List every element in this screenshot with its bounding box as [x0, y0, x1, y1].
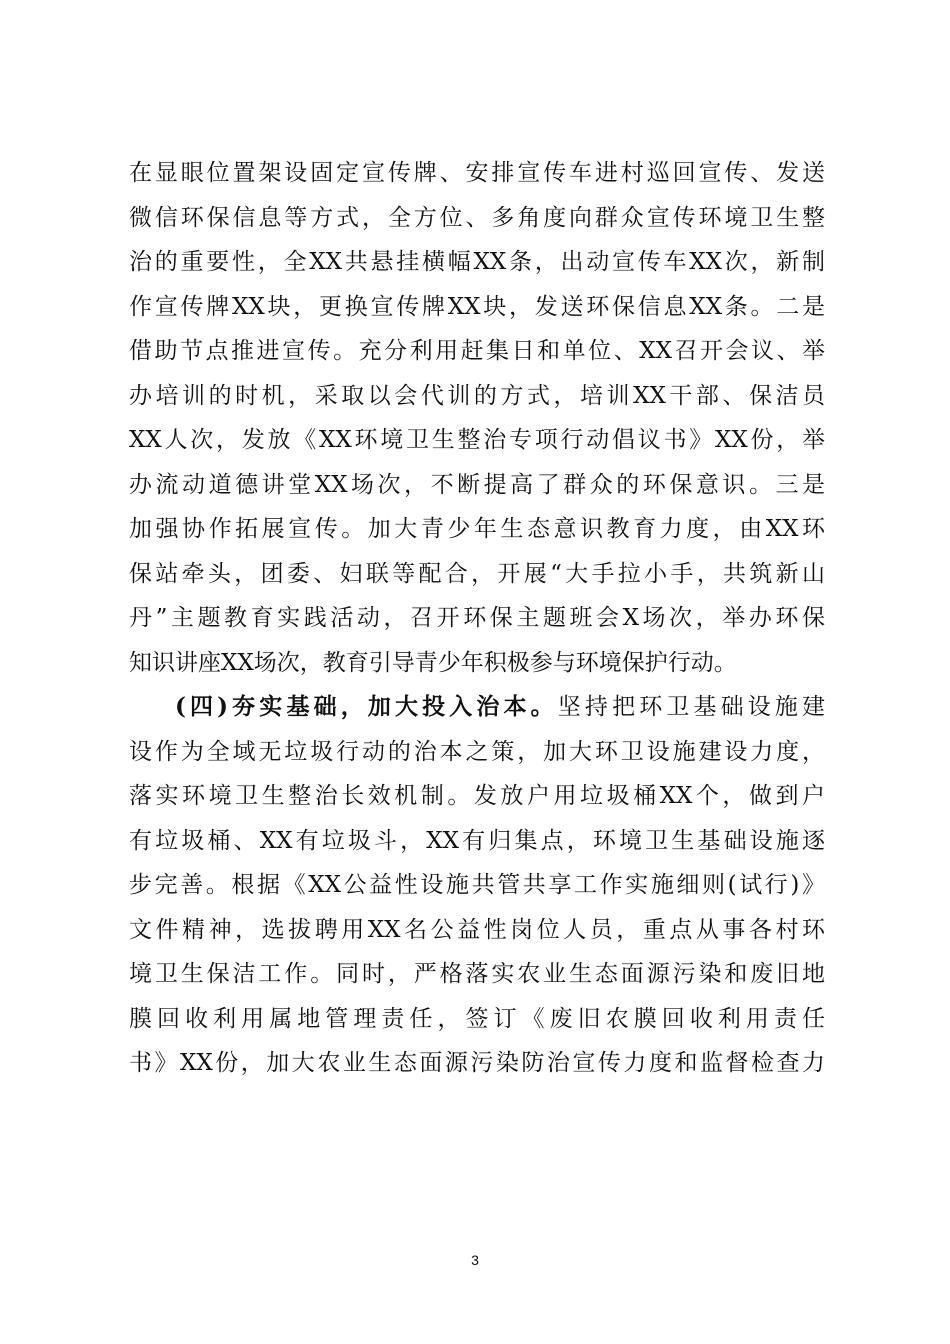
text-line: 膜回收利用属地管理责任，签订《废旧农膜回收利用责任 [129, 1005, 825, 1032]
text-line: 加强协作拓展宣传。加大青少年生态意识教育力度，由XX环 [129, 516, 825, 542]
text-line: 书》XX份，加大农业生态面源污染防治宣传力度和监督检查力 [129, 1050, 825, 1076]
text-line: 落实环境卫生整治长效机制。发放户用垃圾桶XX个，做到户 [129, 783, 825, 809]
text-line: 微信环保信息等方式，全方位、多角度向群众宣传环境卫生整 [129, 204, 825, 231]
text-line: 保站牵头，团委、妇联等配合，开展“大手拉小手，共筑新山 [129, 560, 825, 587]
text-line: 作宣传牌XX块，更换宣传牌XX块，发送环保信息XX条。二是 [129, 293, 825, 320]
section-heading-line [129, 685, 825, 730]
body-text [129, 151, 825, 1086]
section-heading: (四)夯实基础，加大投入治本。 [175, 693, 558, 720]
text-line: 借助节点推进宣传。充分利用赶集日和单位、XX召开会议、举 [129, 338, 825, 364]
text-line: 办流动道德讲堂XX场次，不断提高了群众的环保意识。三是 [129, 471, 825, 498]
text-line: 步完善。根据《XX公益性设施共管共享工作实施细则(试行)》 [129, 872, 825, 898]
page-number: 3 [471, 1252, 479, 1268]
text-line: 境卫生保洁工作。同时，严格落实农业生态面源污染和废旧地 [129, 961, 825, 987]
text-line: 办培训的时机，采取以会代训的方式，培训XX干部、保洁员 [129, 382, 825, 409]
text-line: 丹”主题教育实践活动，召开环保主题班会X场次，举办环保 [129, 605, 825, 631]
text-line: XX人次，发放《XX环境卫生整治专项行动倡议书》XX份，举 [129, 427, 825, 453]
text-line: 文件精神，选拔聘用XX名公益性岗位人员，重点从事各村环 [129, 916, 825, 943]
section-heading-rest: 坚持把环卫基础设施建 [557, 694, 825, 720]
text-line: 治的重要性，全XX共悬挂横幅XX条，出动宣传车XX次，新制 [129, 249, 825, 275]
text-line: 知识讲座XX场次，教育引导青少年积极参与环境保护行动。 [129, 649, 737, 676]
text-line: 有垃圾桶、XX有垃圾斗，XX有归集点，环境卫生基础设施逐 [129, 827, 825, 854]
text-line: 设作为全域无垃圾行动的治本之策，加大环卫设施建设力度， [129, 738, 825, 765]
text-line: 在显眼位置架设固定宣传牌、安排宣传车进村巡回宣传、发送 [129, 160, 825, 186]
